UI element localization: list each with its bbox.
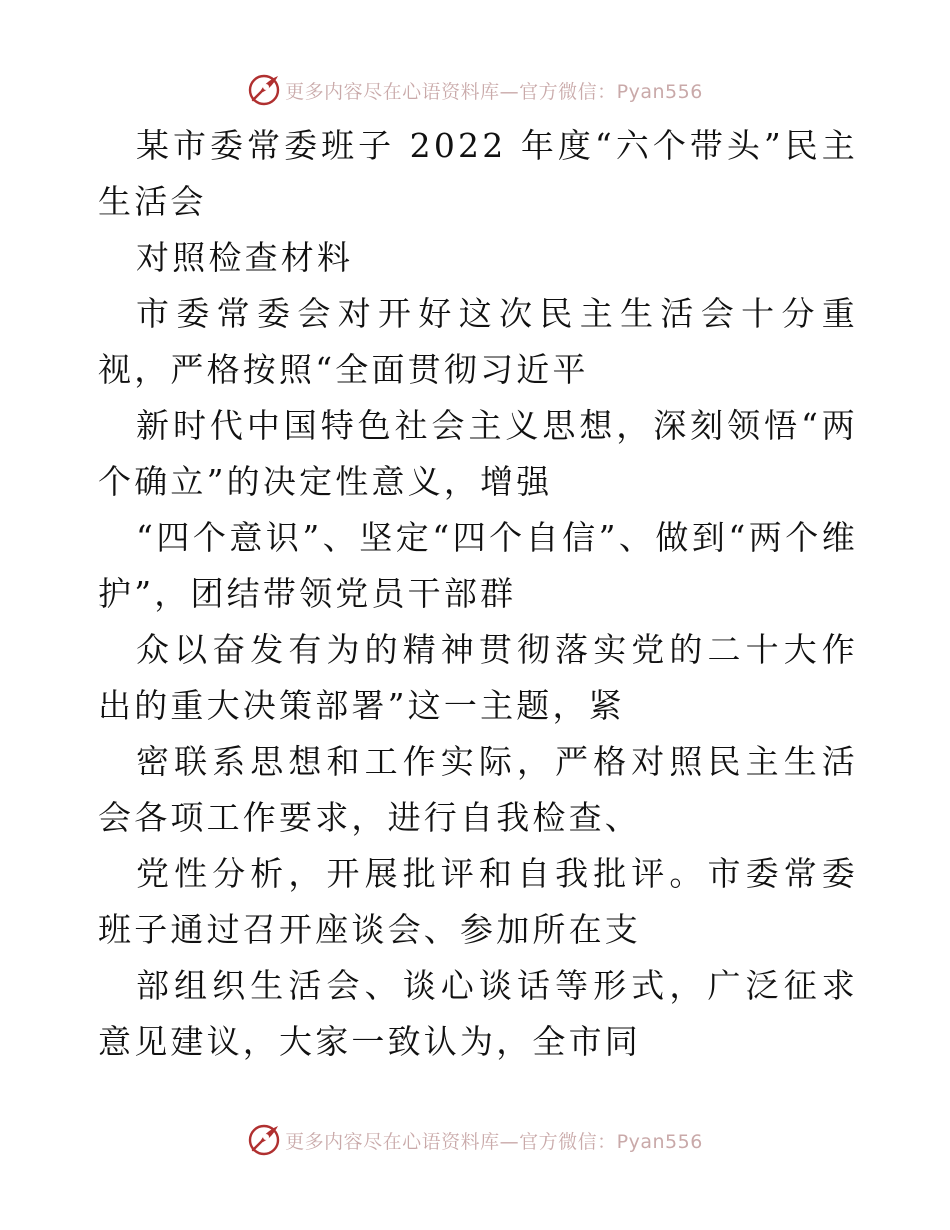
quill-pen-circle-icon — [247, 73, 281, 107]
body-paragraph: 部组织生活会、谈心谈话等形式，广泛征求意见建议，大家一致认为，全市同 — [98, 966, 858, 1061]
watermark-text: 更多内容尽在心语资料库—官方微信：Pyan556 — [285, 1130, 703, 1153]
watermark-text: 更多内容尽在心语资料库—官方微信：Pyan556 — [285, 80, 703, 103]
body-paragraph: 市委常委会对开好这次民主生活会十分重视，严格按照“全面贯彻习近平 — [98, 294, 858, 389]
body-paragraph: 密联系思想和工作实际，严格对照民主生活会各项工作要求，进行自我检查、 — [98, 742, 858, 837]
document-body — [98, 118, 858, 1070]
footer-watermark — [0, 1122, 950, 1158]
body-paragraph: 新时代中国特色社会主义思想，深刻领悟“两个确立”的决定性意义，增强 — [98, 406, 858, 501]
body-paragraph: 党性分析，开展批评和自我批评。市委常委班子通过召开座谈会、参加所在支 — [98, 854, 858, 949]
body-paragraph: “四个意识”、坚定“四个自信”、做到“两个维护”，团结带领党员干部群 — [98, 518, 858, 613]
quill-pen-circle-icon — [247, 1123, 281, 1157]
header-watermark — [0, 72, 950, 108]
document-title-line-1: 某市委常委班子 2022 年度“六个带头”民主生活会 — [98, 126, 858, 221]
document-title-line-2: 对照检查材料 — [136, 238, 354, 277]
body-paragraph: 众以奋发有为的精神贯彻落实党的二十大作出的重大决策部署”这一主题，紧 — [98, 630, 858, 725]
